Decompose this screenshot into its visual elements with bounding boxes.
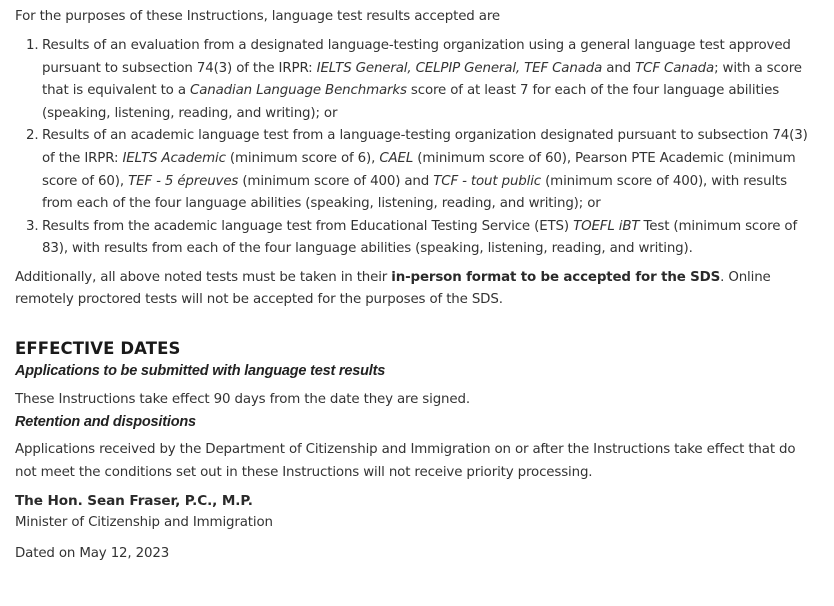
list-item bbox=[26, 216, 820, 261]
list-item-text: Results of an evaluation from a designated language-testing organization using a general language test approved pursuant to subsection 74(3) of the IRPR: IELTS General, CELPIP General, TEF Canada and TCF Canada; with a score that is equivalent to a Canadian Language Benchmarks score of at least 7 for each of the four language abilities (speaking, listening, reading, and writing); or bbox=[42, 38, 802, 121]
list-item bbox=[26, 125, 820, 215]
effective-dates-heading: EFFECTIVE DATES bbox=[15, 338, 181, 358]
in-person-emphasis: in-person format to be accepted for the SDS bbox=[391, 269, 721, 285]
list-item-number: 3. bbox=[26, 218, 39, 234]
list-item-text: Results of an academic language test from a language-testing organization designated pursuant to subsection 74(3) of the IRPR: IELTS Academic (minimum score of 6), CAEL (minimum score of 60), Pearson PTE Academic (minimum score of 60), TEF - 5 épreuves (minimum score of 400) and TCF - tout public (minimum score of 400), with results from each of the four language abilities (speaking, listening, reading, and writing); or bbox=[42, 128, 808, 212]
list-item-number: 2. bbox=[26, 128, 39, 144]
additional-paragraph: Additionally, all above noted tests must be taken in their in-person format to be accepted for the SDS. Online remotely proctored tests will not be accepted for the purposes of the SDS. bbox=[15, 269, 771, 308]
applications-text: These Instructions take effect 90 days from the date they are signed. bbox=[15, 391, 470, 407]
retention-subheading: Retention and dispositions bbox=[15, 413, 196, 430]
retention-text: Applications received by the Department of Citizenship and Immigration on or after the Instructions take effect that do not meet the conditions set out in these Instructions will not receive priority processing. bbox=[15, 441, 796, 481]
list-item bbox=[26, 35, 820, 125]
dated-line: Dated on May 12, 2023 bbox=[15, 545, 170, 561]
accepted-tests-list bbox=[15, 35, 820, 261]
intro-paragraph: For the purposes of these Instructions, language test results accepted are bbox=[15, 9, 500, 24]
signatory-name: The Hon. Sean Fraser, P.C., M.P. bbox=[15, 492, 253, 509]
applications-subheading: Applications to be submitted with language test results bbox=[15, 362, 386, 379]
list-item-text: Results from the academic language test from Educational Testing Service (ETS) TOEFL iBT Test (minimum score of 83), with results from each of the four language abilities (speaking, listening, reading, and writing). bbox=[42, 218, 798, 257]
signatory-title: Minister of Citizenship and Immigration bbox=[15, 514, 273, 530]
list-item-number: 1. bbox=[26, 38, 39, 53]
